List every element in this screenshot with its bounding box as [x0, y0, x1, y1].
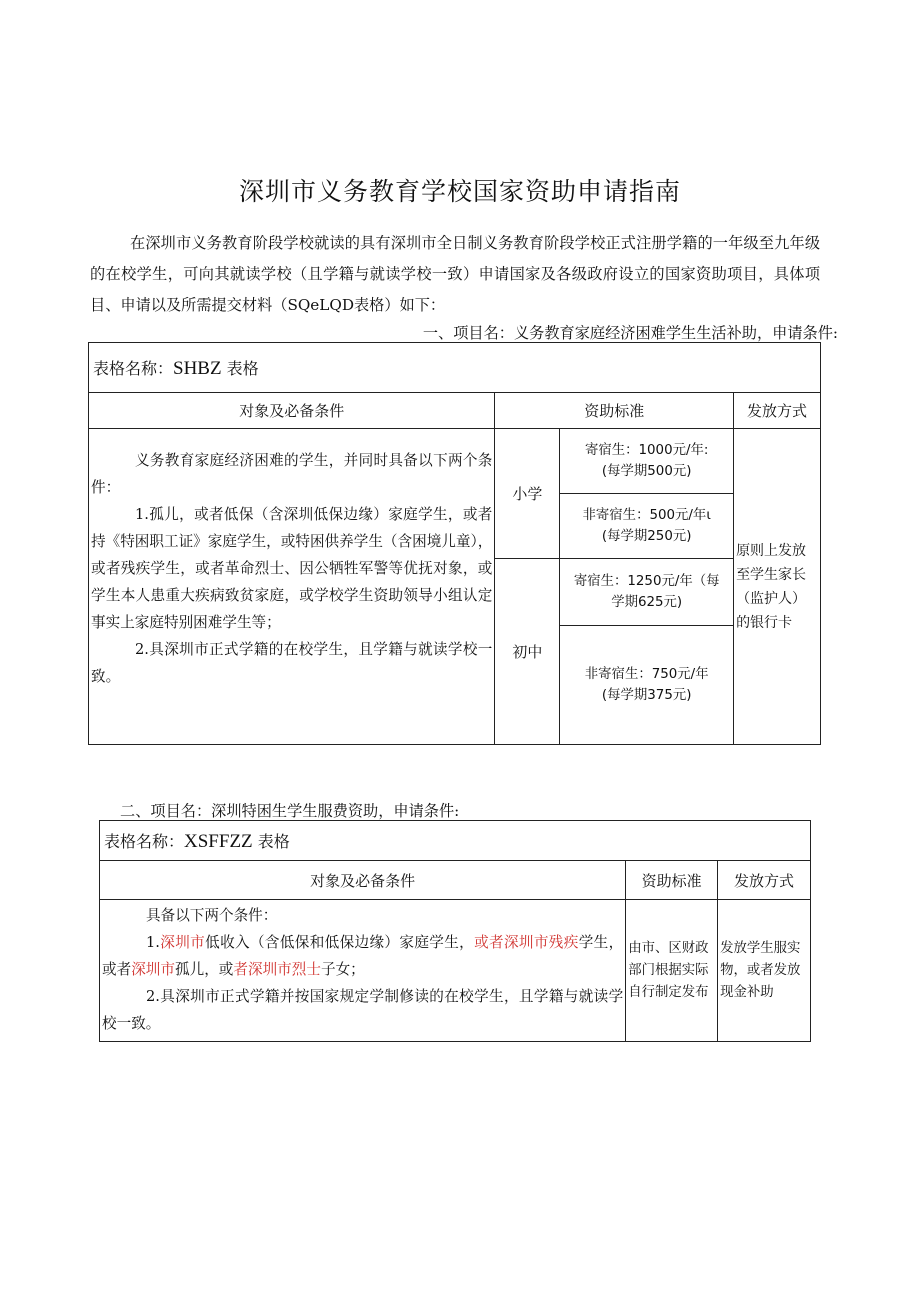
standard-junior-boarding: 寄宿生：1250元/年（每 学期625元) [560, 559, 734, 626]
standard-primary-boarding: 寄宿生：1000元/年: (每学期500元) [560, 429, 734, 494]
section2-heading: 二、项目名：深圳特困生学生服费资助，申请条件: [120, 802, 460, 820]
header-payment: 发放方式 [734, 393, 821, 429]
standard-junior-day: 非寄宿生：750元/年 (每学期375元) [560, 626, 734, 745]
standard-primary-day: 非寄宿生：500元/年ι (每学期250元) [560, 494, 734, 559]
section2-condition-intro: 具备以下两个条件： [146, 907, 278, 924]
section1-payment: 原则上发放至学生家长（监护人）的银行卡 [734, 429, 821, 745]
section2-header-standard: 资助标准 [626, 861, 718, 900]
header-conditions: 对象及必备条件 [89, 393, 495, 429]
header-standard: 资助标准 [495, 393, 734, 429]
section2-header-payment: 发放方式 [718, 861, 811, 900]
section2-header-conditions: 对象及必备条件 [100, 861, 626, 900]
section1-table [88, 342, 821, 745]
section2-standard: 由市、区财政部门根据实际自行制定发布 [626, 900, 718, 1042]
level-primary: 小学 [495, 429, 560, 559]
section2-condition-1: 1.深圳市低收入（含低保和低保边缘）家庭学生，或者深圳市残疾学生，或者深圳市孤儿，或者深圳市烈士子女； [102, 934, 624, 978]
section2-payment: 发放学生服实物，或者发放现金补助 [718, 900, 811, 1042]
section1-form-name: 表格名称：SHBZ 表格 [89, 343, 821, 393]
section2-form-name: 表格名称：XSFFZZ 表格 [100, 821, 811, 861]
intro-paragraph: 在深圳市义务教育阶段学校就读的具有深圳市全日制义务教育阶段学校正式注册学籍的一年级至九年级的在校学生，可向其就读学校（且学籍与就读学校一致）申请国家及各级政府设立的国家资助项目，具体项目、申请以及所需提交材料（SQeLQD表格）如下： [90, 234, 820, 314]
section1-heading: 一、项目名：义务教育家庭经济困难学生生活补助，申请条件: [422, 324, 838, 342]
condition-intro: 义务教育家庭经济困难的学生，并同时具备以下两个条件： [91, 452, 493, 496]
level-junior: 初中 [495, 559, 560, 745]
condition-2: 2.具深圳市正式学籍的在校学生，且学籍与就读学校一致。 [91, 641, 493, 685]
section2-condition-2: 2.具深圳市正式学籍并按国家规定学制修读的在校学生，且学籍与就读学校一致。 [102, 988, 624, 1032]
section1-conditions [89, 429, 495, 745]
page-title: 深圳市义务教育学校国家资助申请指南 [238, 177, 681, 206]
condition-1: 1.孤儿，或者低保（含深圳低保边缘）家庭学生，或者持《特困职工证》家庭学生，或特困供养学生（含困境儿童），或者残疾学生，或者革命烈士、因公牺牲军警等优抚对象，或学生本人患重大疾病致贫家庭，或学校学生资助领导小组认定事实上家庭特别困难学生等； [91, 506, 493, 631]
section2-table [99, 820, 811, 1042]
section2-conditions [100, 900, 626, 1042]
